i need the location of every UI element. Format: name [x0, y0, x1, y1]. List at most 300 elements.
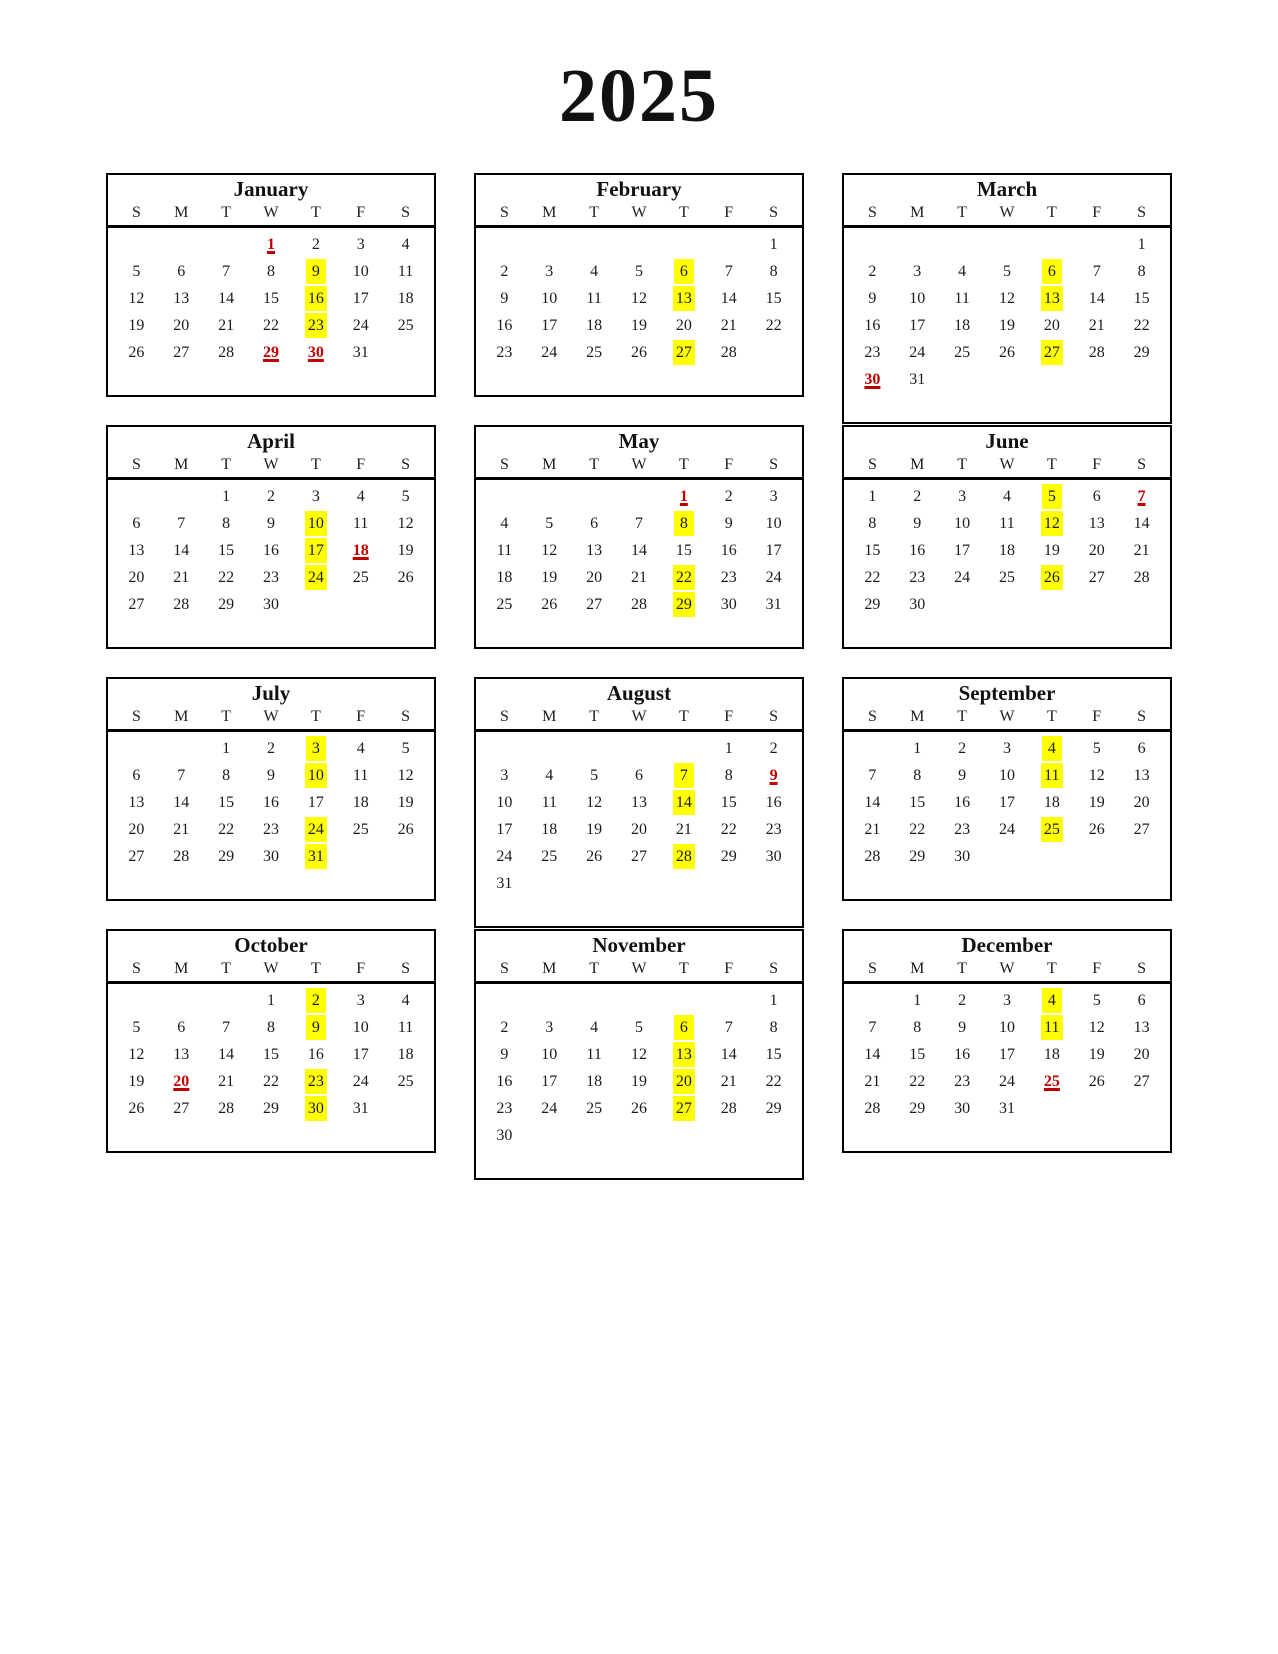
day-cell	[1074, 538, 1119, 565]
weekday-label: W	[999, 708, 1015, 725]
day-cell	[617, 511, 662, 538]
day-cell	[114, 313, 159, 340]
day-number: 10	[765, 515, 782, 532]
day-cell	[895, 736, 940, 763]
day-number: 15	[720, 794, 737, 811]
day-number: 22	[218, 569, 235, 586]
day-cell	[338, 313, 383, 340]
day-cell	[661, 286, 706, 313]
day-cell	[482, 790, 527, 817]
day-cell	[1074, 763, 1119, 790]
day-number: 9	[500, 290, 509, 307]
day-cell	[1029, 736, 1074, 763]
day-number: 1	[222, 740, 231, 757]
empty-day-cell	[617, 736, 662, 763]
day-number: 22	[864, 569, 881, 586]
day-number: 12	[128, 290, 145, 307]
day-cell	[114, 538, 159, 565]
day-cell	[293, 313, 338, 340]
empty-day-cell	[527, 736, 572, 763]
day-number: 23	[496, 1100, 513, 1117]
weekday-label: W	[263, 204, 279, 221]
day-number: 1	[724, 740, 733, 757]
highlighted-day-number: 24	[305, 817, 327, 842]
days-grid	[844, 228, 1170, 394]
day-number: 15	[909, 794, 926, 811]
day-number: 22	[262, 317, 279, 334]
day-cell	[617, 259, 662, 286]
day-number: 19	[128, 1073, 145, 1090]
day-cell	[204, 511, 249, 538]
day-number: 18	[397, 1046, 414, 1063]
day-cell	[985, 790, 1030, 817]
day-cell	[1074, 313, 1119, 340]
highlighted-day-number: 23	[305, 1069, 327, 1094]
day-cell	[204, 790, 249, 817]
day-number: 5	[401, 740, 410, 757]
day-number: 17	[352, 290, 369, 307]
day-cell	[706, 736, 751, 763]
day-number: 31	[352, 1100, 369, 1117]
day-number: 10	[352, 1019, 369, 1036]
day-cell	[383, 1015, 428, 1042]
day-cell	[293, 1042, 338, 1069]
month-title: August	[606, 681, 672, 705]
month-title: September	[958, 681, 1056, 705]
holiday-day-number: 18	[352, 542, 369, 559]
month-july	[106, 677, 436, 901]
day-cell	[940, 511, 985, 538]
day-cell	[1074, 988, 1119, 1015]
day-cell	[985, 538, 1030, 565]
day-cell	[751, 817, 796, 844]
day-number: 12	[1088, 1019, 1105, 1036]
day-cell	[572, 313, 617, 340]
day-cell	[895, 286, 940, 313]
page-title: 2025	[559, 54, 719, 138]
weekday-label: S	[769, 708, 779, 725]
day-number: 4	[545, 767, 554, 784]
day-cell	[482, 565, 527, 592]
day-cell	[527, 790, 572, 817]
day-number: 13	[1088, 515, 1105, 532]
day-cell	[895, 790, 940, 817]
weekday-label: F	[1092, 960, 1102, 977]
day-cell	[617, 817, 662, 844]
day-cell	[1119, 340, 1164, 367]
weekday-label: T	[221, 204, 232, 221]
day-number: 26	[397, 821, 414, 838]
weekday-label: T	[957, 708, 968, 725]
empty-day-cell	[572, 988, 617, 1015]
day-cell	[572, 844, 617, 871]
day-number: 12	[541, 542, 558, 559]
day-cell	[114, 286, 159, 313]
day-cell	[1119, 259, 1164, 286]
day-number: 21	[173, 569, 190, 586]
day-number: 4	[500, 515, 509, 532]
highlighted-day-number: 4	[1042, 988, 1062, 1013]
day-cell	[383, 988, 428, 1015]
day-cell	[895, 565, 940, 592]
day-number: 14	[630, 542, 647, 559]
day-number: 15	[262, 290, 279, 307]
day-cell	[617, 1042, 662, 1069]
day-cell	[940, 1069, 985, 1096]
day-cell	[249, 844, 294, 871]
day-number: 16	[262, 542, 279, 559]
day-number: 2	[769, 740, 778, 757]
day-number: 19	[998, 317, 1015, 334]
weekday-label: S	[131, 456, 141, 473]
empty-day-cell	[159, 988, 204, 1015]
day-number: 29	[218, 596, 235, 613]
day-number: 30	[765, 848, 782, 865]
day-number: 30	[720, 596, 737, 613]
day-number: 25	[541, 848, 558, 865]
calendar-grid	[106, 173, 1172, 1153]
day-cell	[751, 763, 796, 790]
day-cell	[527, 817, 572, 844]
month-may	[474, 425, 804, 649]
day-cell	[661, 259, 706, 286]
month-january	[106, 173, 436, 397]
day-cell	[482, 844, 527, 871]
day-cell	[850, 340, 895, 367]
day-number: 22	[218, 821, 235, 838]
day-cell	[338, 286, 383, 313]
day-cell	[985, 313, 1030, 340]
day-number: 29	[765, 1100, 782, 1117]
weekday-label: M	[910, 708, 925, 725]
day-number: 15	[765, 1046, 782, 1063]
weekday-label: S	[131, 960, 141, 977]
weekday-label: M	[174, 204, 189, 221]
empty-day-cell	[527, 232, 572, 259]
empty-day-cell	[114, 484, 159, 511]
weekday-label: S	[769, 960, 779, 977]
highlighted-day-number: 6	[674, 1015, 694, 1040]
weekday-label: S	[1137, 204, 1147, 221]
day-number: 4	[590, 263, 599, 280]
day-number: 5	[401, 488, 410, 505]
weekday-label: M	[174, 960, 189, 977]
day-cell	[383, 565, 428, 592]
day-number: 14	[218, 290, 235, 307]
weekday-label: T	[678, 456, 689, 473]
weekday-label: F	[356, 204, 366, 221]
day-number: 19	[630, 317, 647, 334]
day-number: 22	[262, 1073, 279, 1090]
day-cell	[338, 1015, 383, 1042]
day-cell	[940, 1015, 985, 1042]
day-number: 31	[352, 344, 369, 361]
weekday-label: W	[631, 456, 647, 473]
day-number: 22	[909, 1073, 926, 1090]
empty-day-cell	[572, 736, 617, 763]
weekday-label: S	[131, 204, 141, 221]
highlighted-day-number: 10	[305, 763, 327, 788]
day-number: 2	[266, 740, 275, 757]
weekday-label: T	[221, 960, 232, 977]
day-number: 3	[1002, 740, 1011, 757]
day-number: 11	[999, 515, 1015, 532]
day-number: 28	[720, 344, 737, 361]
day-cell	[751, 232, 796, 259]
day-number: 12	[586, 794, 603, 811]
day-cell	[661, 1015, 706, 1042]
day-number: 3	[356, 236, 365, 253]
day-cell	[527, 763, 572, 790]
weekday-label: F	[724, 708, 734, 725]
day-cell	[527, 1069, 572, 1096]
day-cell	[159, 259, 204, 286]
day-number: 31	[496, 875, 513, 892]
day-number: 7	[724, 263, 733, 280]
day-number: 17	[954, 542, 971, 559]
day-cell	[661, 340, 706, 367]
day-cell	[1074, 286, 1119, 313]
day-cell	[1119, 511, 1164, 538]
day-cell	[895, 538, 940, 565]
empty-day-cell	[661, 988, 706, 1015]
day-number: 7	[177, 515, 186, 532]
weekday-label: T	[221, 456, 232, 473]
day-cell	[706, 592, 751, 619]
weekday-label: F	[356, 708, 366, 725]
day-cell	[338, 736, 383, 763]
day-number: 27	[173, 344, 190, 361]
day-cell	[850, 844, 895, 871]
empty-day-cell	[204, 232, 249, 259]
day-number: 10	[541, 290, 558, 307]
day-cell	[1074, 736, 1119, 763]
day-number: 12	[630, 1046, 647, 1063]
day-number: 17	[541, 317, 558, 334]
day-number: 19	[1043, 542, 1060, 559]
weekday-label: T	[678, 204, 689, 221]
weekday-label: T	[678, 960, 689, 977]
day-cell	[338, 1042, 383, 1069]
day-cell	[114, 511, 159, 538]
day-cell	[338, 1069, 383, 1096]
day-number: 20	[586, 569, 603, 586]
empty-day-cell	[617, 232, 662, 259]
day-number: 24	[352, 317, 369, 334]
day-cell	[940, 538, 985, 565]
empty-day-cell	[706, 988, 751, 1015]
day-number: 14	[864, 794, 881, 811]
day-number: 13	[173, 290, 190, 307]
day-cell	[895, 817, 940, 844]
day-cell	[1029, 988, 1074, 1015]
day-number: 11	[586, 1046, 602, 1063]
day-number: 14	[1088, 290, 1105, 307]
day-number: 16	[765, 794, 782, 811]
day-number: 17	[765, 542, 782, 559]
day-number: 26	[128, 344, 145, 361]
day-cell	[895, 484, 940, 511]
day-cell	[985, 736, 1030, 763]
weekday-label: M	[910, 204, 925, 221]
day-number: 15	[864, 542, 881, 559]
day-number: 20	[128, 569, 145, 586]
day-cell	[661, 565, 706, 592]
day-number: 10	[954, 515, 971, 532]
empty-day-cell	[572, 484, 617, 511]
highlighted-day-number: 14	[673, 790, 695, 815]
day-cell	[249, 340, 294, 367]
day-number: 23	[262, 821, 279, 838]
day-number: 15	[675, 542, 692, 559]
day-cell	[249, 1042, 294, 1069]
day-number: 15	[262, 1046, 279, 1063]
day-cell	[895, 313, 940, 340]
weekday-label: T	[310, 960, 321, 977]
day-cell	[895, 340, 940, 367]
day-cell	[527, 565, 572, 592]
day-cell	[940, 286, 985, 313]
day-number: 2	[868, 263, 877, 280]
day-cell	[617, 340, 662, 367]
day-cell	[204, 313, 249, 340]
day-cell	[940, 844, 985, 871]
day-cell	[895, 763, 940, 790]
day-cell	[1119, 538, 1164, 565]
day-cell	[706, 565, 751, 592]
empty-day-cell	[940, 232, 985, 259]
day-number: 9	[868, 290, 877, 307]
weekday-header-row	[476, 959, 802, 984]
day-number: 19	[397, 794, 414, 811]
highlighted-day-number: 9	[306, 259, 326, 284]
day-cell	[940, 988, 985, 1015]
day-number: 3	[958, 488, 967, 505]
weekday-header-row	[844, 203, 1170, 228]
month-october	[106, 929, 436, 1153]
highlighted-day-number: 13	[673, 1042, 695, 1067]
day-number: 21	[218, 1073, 235, 1090]
days-grid	[476, 984, 802, 1150]
weekday-label: M	[542, 204, 557, 221]
day-number: 7	[1092, 263, 1101, 280]
day-cell	[1119, 1015, 1164, 1042]
day-cell	[751, 1042, 796, 1069]
day-cell	[895, 511, 940, 538]
day-number: 30	[954, 1100, 971, 1117]
weekday-header-row	[108, 455, 434, 480]
day-number: 16	[909, 542, 926, 559]
day-cell	[572, 538, 617, 565]
day-cell	[204, 763, 249, 790]
highlighted-day-number: 11	[1041, 763, 1062, 788]
day-number: 31	[765, 596, 782, 613]
day-number: 16	[307, 1046, 324, 1063]
day-number: 6	[1137, 740, 1146, 757]
day-number: 31	[998, 1100, 1015, 1117]
day-cell	[293, 817, 338, 844]
day-cell	[338, 538, 383, 565]
day-number: 17	[998, 794, 1015, 811]
weekday-label: T	[589, 456, 600, 473]
day-number: 28	[630, 596, 647, 613]
day-cell	[527, 1015, 572, 1042]
highlighted-day-number: 6	[674, 259, 694, 284]
day-cell	[572, 565, 617, 592]
day-number: 20	[1043, 317, 1060, 334]
day-number: 26	[541, 596, 558, 613]
day-number: 23	[496, 344, 513, 361]
day-cell	[1029, 790, 1074, 817]
day-number: 29	[909, 1100, 926, 1117]
weekday-header-row	[108, 203, 434, 228]
day-cell	[204, 259, 249, 286]
day-cell	[850, 484, 895, 511]
day-number: 21	[1088, 317, 1105, 334]
day-number: 3	[545, 263, 554, 280]
day-cell	[204, 1042, 249, 1069]
empty-day-cell	[661, 232, 706, 259]
weekday-label: M	[910, 456, 925, 473]
day-cell	[1074, 1015, 1119, 1042]
day-number: 29	[864, 596, 881, 613]
day-cell	[114, 1096, 159, 1123]
holiday-day-number: 29	[262, 344, 279, 361]
empty-day-cell	[159, 736, 204, 763]
weekday-header-row	[108, 959, 434, 984]
day-cell	[482, 259, 527, 286]
day-number: 25	[586, 1100, 603, 1117]
weekday-label: T	[310, 708, 321, 725]
day-number: 8	[868, 515, 877, 532]
day-number: 1	[868, 488, 877, 505]
empty-day-cell	[482, 232, 527, 259]
day-number: 8	[266, 263, 275, 280]
day-cell	[1029, 286, 1074, 313]
day-number: 10	[909, 290, 926, 307]
weekday-label: S	[499, 456, 509, 473]
day-cell	[1119, 313, 1164, 340]
month-december	[842, 929, 1172, 1153]
day-cell	[850, 1042, 895, 1069]
day-cell	[114, 817, 159, 844]
day-cell	[293, 565, 338, 592]
day-number: 25	[397, 317, 414, 334]
day-cell	[114, 790, 159, 817]
highlighted-day-number: 28	[673, 844, 695, 869]
day-cell	[940, 736, 985, 763]
day-cell	[985, 1069, 1030, 1096]
highlighted-day-number: 7	[674, 763, 694, 788]
day-cell	[383, 232, 428, 259]
days-grid	[108, 228, 434, 367]
day-cell	[751, 313, 796, 340]
day-number: 3	[545, 1019, 554, 1036]
day-cell	[940, 763, 985, 790]
day-number: 11	[586, 290, 602, 307]
day-cell	[114, 592, 159, 619]
weekday-label: T	[1046, 204, 1057, 221]
day-cell	[114, 1069, 159, 1096]
weekday-label: S	[401, 708, 411, 725]
day-cell	[706, 1069, 751, 1096]
day-number: 26	[630, 1100, 647, 1117]
day-cell	[850, 565, 895, 592]
day-cell	[850, 763, 895, 790]
day-cell	[383, 1042, 428, 1069]
day-cell	[1029, 763, 1074, 790]
day-number: 3	[769, 488, 778, 505]
